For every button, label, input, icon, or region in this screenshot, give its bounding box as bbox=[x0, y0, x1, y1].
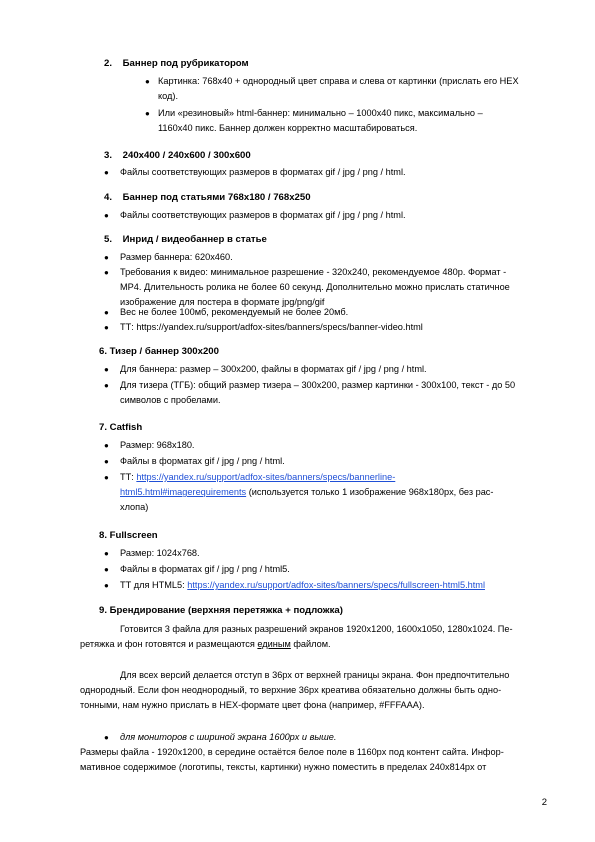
list-item: Или «резиновый» html-баннер: минимально – 1000x40 пикс, максимально – 1160x40 пикс. Баннер должен корректно масштабироваться. bbox=[158, 108, 483, 133]
catfish-spec-link-cont[interactable]: html5.html#imagerequirements bbox=[120, 487, 247, 497]
section-2-heading: 2. Баннер под рубрикатором bbox=[104, 58, 249, 69]
list-item: Требования к видео: минимальное разрешение - 320x240, рекомендуемое 480p. Формат - MP4. Длительность ролика не более 60 секунд. Дополнительно можно прислать статичное изображение для постера в формате jpg/png/gif bbox=[120, 267, 510, 307]
section-5-heading: 5. Инрид / видеобаннер в статье bbox=[104, 234, 267, 245]
list-item-tt: ТТ для HTML5: https://yandex.ru/support/adfox-sites/banners/specs/fullscreen-html5.html bbox=[120, 580, 485, 590]
bullet-icon: ● bbox=[104, 308, 109, 317]
list-item: Вес не более 100мб, рекомендуемый не более 20мб. bbox=[120, 307, 349, 317]
bullet-icon: ● bbox=[104, 323, 109, 332]
list-item: Размер баннера: 620x460. bbox=[120, 252, 233, 262]
list-item: Файлы в форматах gif / jpg / png / html. bbox=[120, 456, 285, 466]
section-8-heading: 8. Fullscreen bbox=[99, 530, 158, 541]
paragraph: Готовится 3 файла для разных разрешений экранов 1920x1200, 1600x1050, 1280x1024. Пе- ретяжка и фон готовятся и размещаются единым файлом. bbox=[80, 624, 513, 649]
list-item: ТТ: https://yandex.ru/support/adfox-sites/banners/specs/banner-video.html bbox=[120, 322, 423, 332]
paragraph: Размеры файла - 1920x1200, в середине остаётся белое поле в 1160px под контент сайта. Инфор- мативное содержимое (логотипы, тексты, картинки) нужно поместить в пределах 240x814px от bbox=[80, 747, 504, 772]
list-item: Файлы в форматах gif / jpg / png / html5. bbox=[120, 564, 290, 574]
bullet-icon: ● bbox=[104, 565, 109, 574]
bullet-icon: ● bbox=[145, 77, 150, 86]
page-number: 2 bbox=[541, 797, 547, 808]
bullet-icon: ● bbox=[104, 268, 109, 277]
paragraph: Для всех версий делается отступ в 36px от верхней границы экрана. Фон предпочтительно однородный. Если фон неоднородный, то верхние 36px креатива обязательно должны быть одно- тонными, нам нужно прислать в HEX-формате цвет фона (например, #FFFAAA). bbox=[80, 670, 510, 710]
section-4-heading: 4. Баннер под статьями 768x180 / 768x250 bbox=[104, 192, 311, 203]
bullet-icon: ● bbox=[104, 457, 109, 466]
section-9-heading: 9. Брендирование (верхняя перетяжка + подложка) bbox=[99, 605, 343, 616]
bullet-icon: ● bbox=[104, 211, 109, 220]
list-item: Картинка: 768x40 + однородный цвет справа и слева от картинки (прислать его HEX код). bbox=[158, 76, 519, 101]
bullet-icon: ● bbox=[104, 381, 109, 390]
section-7-heading: 7. Catfish bbox=[99, 422, 143, 433]
bullet-icon: ● bbox=[104, 253, 109, 262]
list-item: для мониторов с шириной экрана 1600px и выше. bbox=[120, 732, 337, 742]
list-item: Для баннера: размер – 300x200, файлы в форматах gif / jpg / png / html. bbox=[120, 364, 427, 374]
list-item: Для тизера (ТГБ): общий размер тизера – 300x200, размер картинки - 300x100, текст - до 50 символов с пробелами. bbox=[120, 380, 516, 405]
catfish-spec-link[interactable]: https://yandex.ru/support/adfox-sites/banners/specs/bannerline- bbox=[136, 472, 396, 482]
bullet-icon: ● bbox=[104, 581, 109, 590]
list-item: Файлы соответствующих размеров в форматах gif / jpg / png / html. bbox=[120, 167, 406, 177]
bullet-icon: ● bbox=[104, 365, 109, 374]
bullet-icon: ● bbox=[104, 473, 109, 482]
list-item-tt: ТТ: https://yandex.ru/support/adfox-sites/banners/specs/bannerline- html5.html#imagerequirements (используется только 1 изображение 968x180px, без рас- хлопа) bbox=[120, 472, 494, 512]
bullet-icon: ● bbox=[145, 109, 150, 118]
section-6-heading: 6. Тизер / баннер 300x200 bbox=[99, 346, 219, 357]
section-3-heading: 3. 240x400 / 240x600 / 300x600 bbox=[104, 150, 251, 161]
fullscreen-spec-link[interactable]: https://yandex.ru/support/adfox-sites/banners/specs/fullscreen-html5.html bbox=[187, 580, 485, 590]
list-item: Файлы соответствующих размеров в форматах gif / jpg / png / html. bbox=[120, 210, 406, 220]
list-item: Размер: 968x180. bbox=[120, 440, 195, 450]
bullet-icon: ● bbox=[104, 168, 109, 177]
bullet-icon: ● bbox=[104, 549, 109, 558]
bullet-icon: ● bbox=[104, 441, 109, 450]
bullet-icon: ● bbox=[104, 733, 109, 742]
list-item: Размер: 1024x768. bbox=[120, 548, 200, 558]
